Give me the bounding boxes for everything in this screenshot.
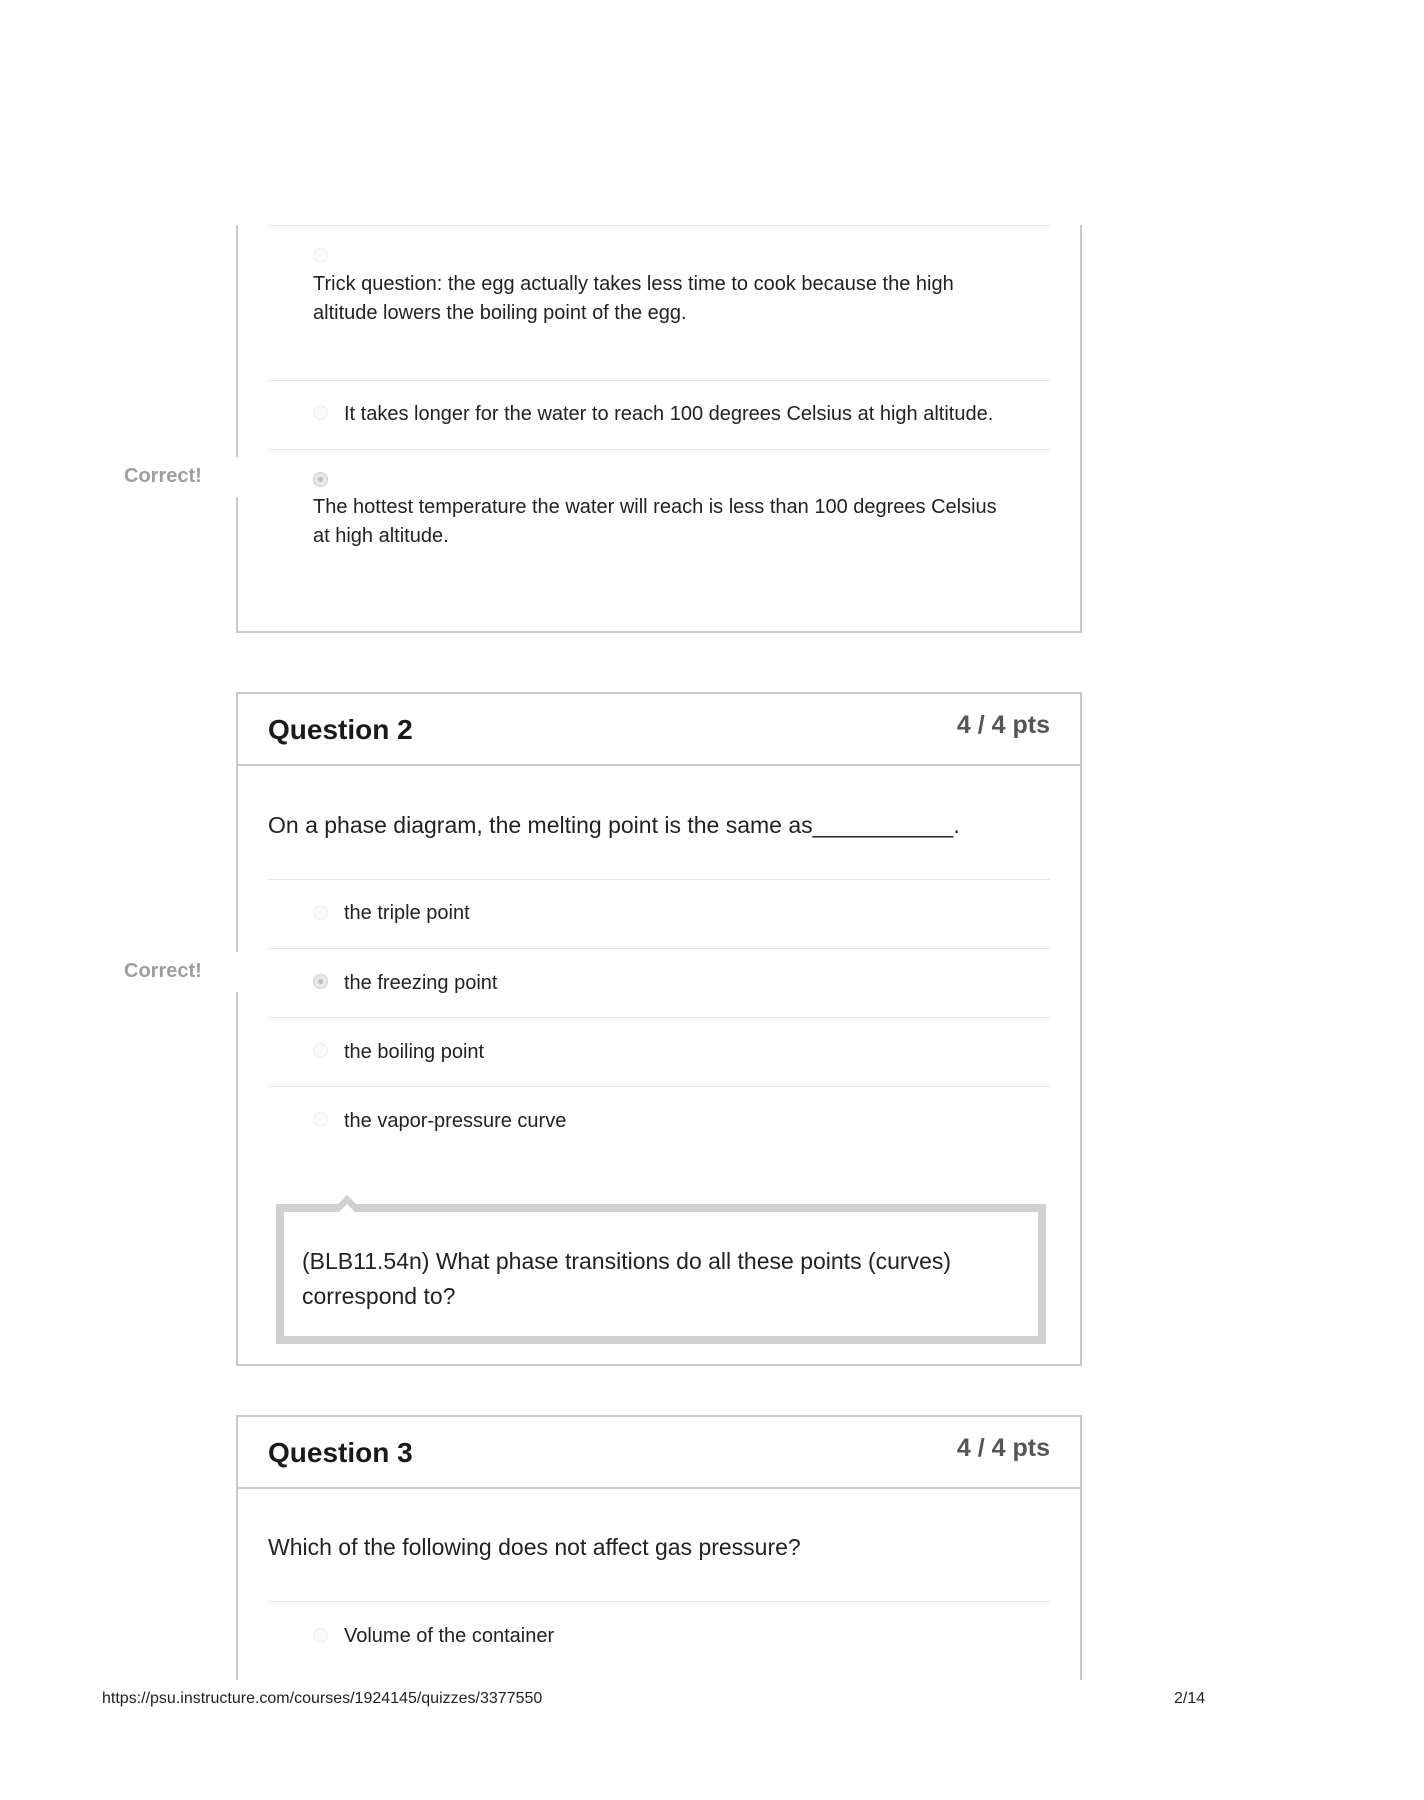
question-points: 4 / 4 pts xyxy=(956,711,1050,739)
question-points: 4 / 4 pts xyxy=(956,1434,1050,1462)
answer-comment-box xyxy=(276,1204,1046,1344)
question-1-card xyxy=(236,225,1082,633)
footer-page-number: 2/14 xyxy=(1174,1690,1206,1707)
answer-divider xyxy=(268,1017,1050,1018)
answer-radio[interactable] xyxy=(313,248,328,263)
answer-text: Volume of the container xyxy=(344,1625,555,1647)
question-2-card xyxy=(236,692,1082,1366)
correct-marker-gap xyxy=(234,952,240,992)
footer-url: https://psu.instructure.com/courses/1924145/quizzes/3377550 xyxy=(102,1690,543,1707)
correct-label: Correct! xyxy=(124,465,202,487)
answer-text: the freezing point xyxy=(344,972,498,994)
answer-divider xyxy=(268,879,1050,880)
question-text: Which of the following does not affect gas pressure? xyxy=(268,1534,801,1560)
answer-divider xyxy=(268,225,1050,226)
question-text: On a phase diagram, the melting point is the same as___________. xyxy=(268,812,960,838)
answer-comment-text: (BLB11.54n) What phase transitions do all these points (curves) correspond to? xyxy=(302,1248,952,1309)
answer-divider xyxy=(268,380,1050,381)
answer-radio-selected[interactable] xyxy=(313,974,328,989)
comment-caret-inner xyxy=(337,1204,357,1214)
answer-divider xyxy=(268,1086,1050,1087)
answer-radio[interactable] xyxy=(313,1628,328,1643)
answer-radio[interactable] xyxy=(313,405,328,420)
question-title: Question 3 xyxy=(268,1437,413,1468)
answer-divider xyxy=(268,449,1050,450)
answer-radio[interactable] xyxy=(313,1112,328,1127)
question-title: Question 2 xyxy=(268,714,413,745)
question-header xyxy=(238,1417,1080,1489)
question-header xyxy=(238,694,1080,766)
answer-text: It takes longer for the water to reach 100 degrees Celsius at high altitude. xyxy=(344,403,994,425)
answer-radio[interactable] xyxy=(313,905,328,920)
answer-divider xyxy=(268,948,1050,949)
correct-marker-gap xyxy=(234,457,240,497)
answer-text: the boiling point xyxy=(344,1041,485,1063)
answer-text: The hottest temperature the water will reach is less than 100 degrees Celsius at high altitude. xyxy=(313,496,997,547)
answer-text: Trick question: the egg actually takes less time to cook because the high altitude lowers the boiling point of the egg. xyxy=(313,273,954,324)
answer-text: the triple point xyxy=(344,902,470,924)
answer-radio[interactable] xyxy=(313,1043,328,1058)
answer-radio-selected[interactable] xyxy=(313,472,328,487)
correct-label: Correct! xyxy=(124,960,202,982)
answer-divider xyxy=(268,1601,1050,1602)
question-3-card xyxy=(236,1415,1082,1680)
answer-text: the vapor-pressure curve xyxy=(344,1110,567,1132)
